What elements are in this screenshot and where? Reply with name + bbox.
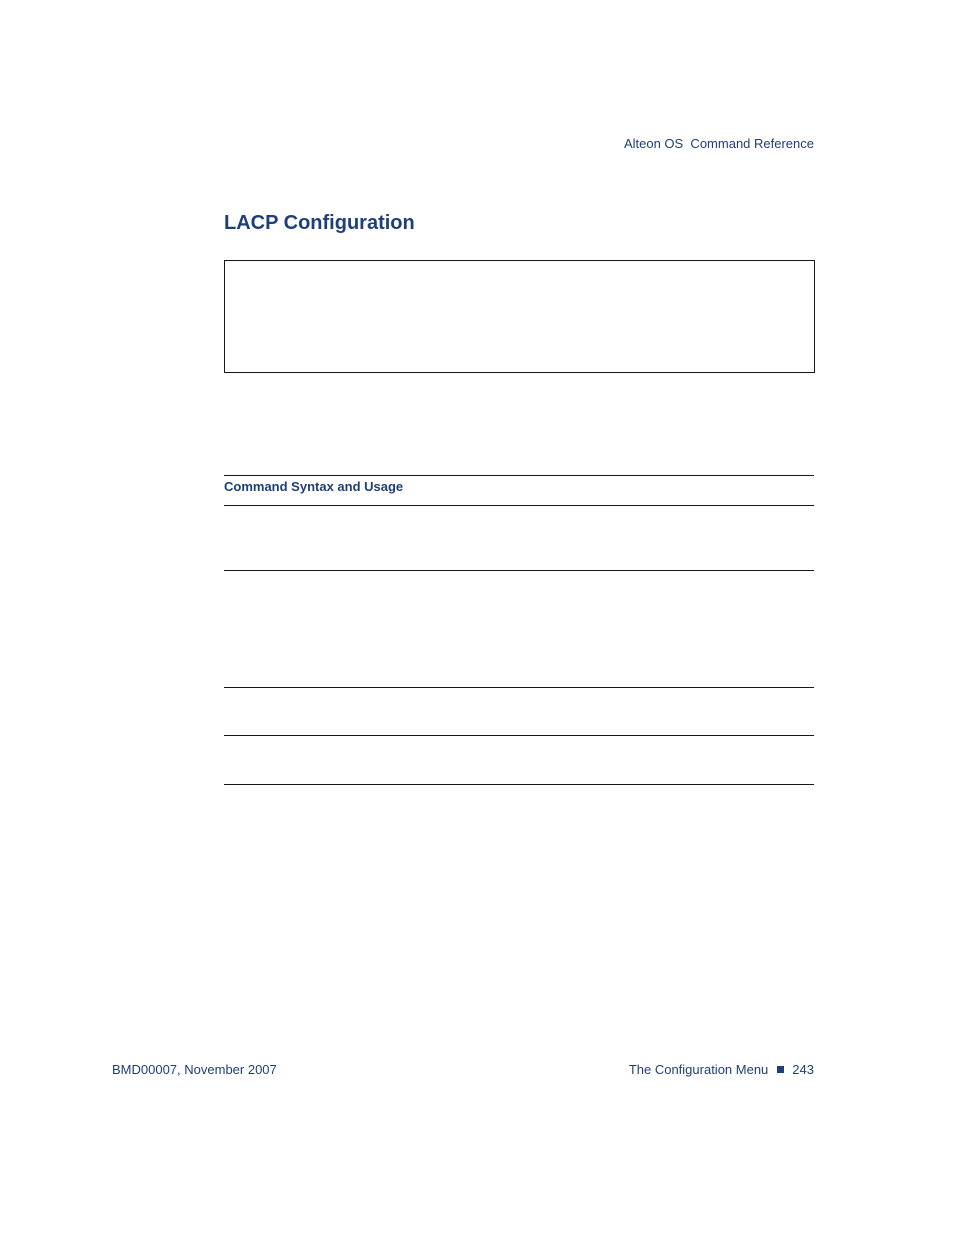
square-bullet-icon	[777, 1066, 784, 1073]
table-header: Command Syntax and Usage	[224, 479, 404, 494]
table-bottom-rule	[224, 784, 814, 785]
table-row-rule	[224, 735, 814, 736]
footer-page-info	[629, 1062, 814, 1077]
footer-doc-id: BMD00007, November 2007	[112, 1062, 277, 1077]
table-row-rule	[224, 687, 814, 688]
table-row-rule	[224, 570, 814, 571]
table-header-rule	[224, 505, 814, 506]
footer-page-number: 243	[792, 1062, 814, 1077]
menu-screen-box	[224, 260, 815, 373]
running-header: Alteon OS Command Reference	[623, 136, 814, 151]
footer-chapter: The Configuration Menu	[628, 1062, 769, 1077]
section-title: LACP Configuration	[224, 212, 415, 234]
table-top-rule	[224, 475, 814, 476]
